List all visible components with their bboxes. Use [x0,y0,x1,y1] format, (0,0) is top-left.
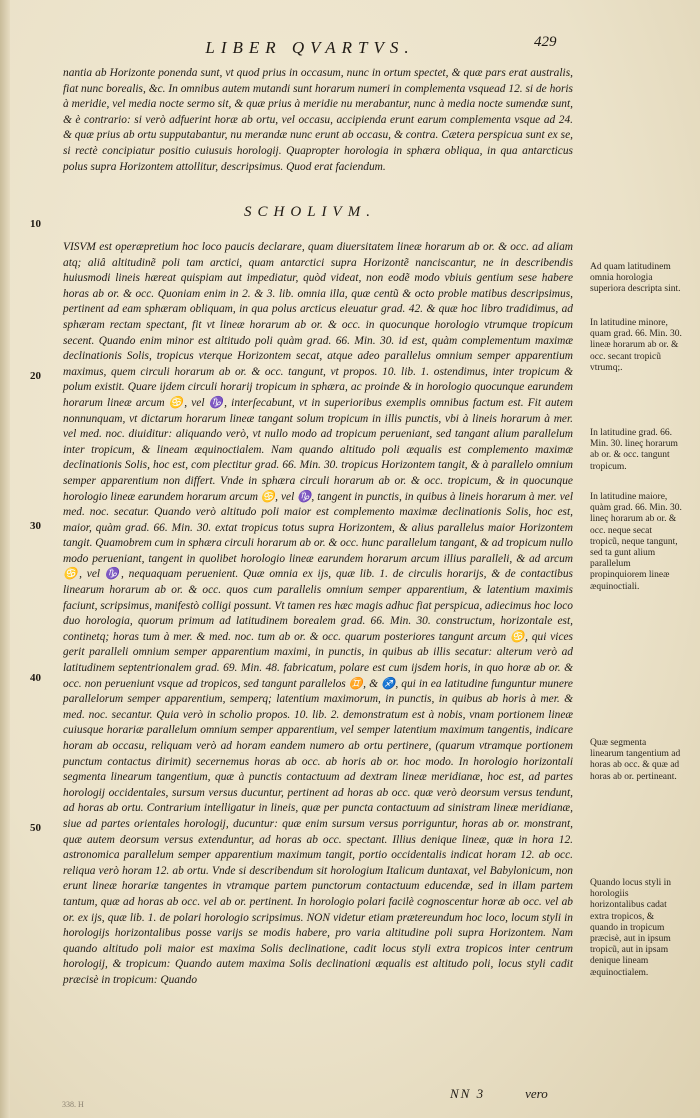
marginal-note: In latitudine maiore, quàm grad. 66. Min. 30. lineç horarum ab or. & occ. neque secat tropicũ, neque tangunt, sed ta gunt alium parallelum propinquiorem lineæ æquinoctiali. [590,492,682,592]
marginal-note: Ad quam latitudinem omnia horologia superiora descripta sint. [590,262,681,295]
signature-mark: NN 3 [450,1086,486,1101]
catchword: vero [525,1086,548,1101]
marginal-note: Quæ segmenta linearum tangentium ad horas ab occ. & quæ ad horas ab or. pertineant. [590,738,681,782]
section-heading: SCHOLIVM. [244,204,376,220]
line-number-50: 50 [30,822,41,834]
paragraph-continuation: nantia ab Horizonte ponenda sunt, vt quod prius in occasum, nunc in ortum spectet, & quæ pars erat australis, fiat nunc borealis, &c. In omnibus autem mutandi sunt horarum numeri in complementa vsquead 12. si de horis à meridie, vel media nocte sermo sit, & quæ prius à meridie nu merabantur, nunc à media nocte sumendæ sunt, & è contrario: si verò adfuerint horæ ab ortu, vel occasu, accipienda erunt earum complementa vsque ad 24. & quæ prius ab ortu supputabantur, nu merandæ nunc erunt ab occasu, & contra. Cætera perspicua sunt ex se, si rectè concipiatur positio cuiusuis horologij. Quapropter horologia in sphæra obliqua, in qua antarcticus polus supra Horizontem attollitur, descripsimus. Quod erat faciendum. [63,67,573,173]
page-gutter [0,0,10,1118]
scholium-body: VISVM est operæpretium hoc loco paucis declarare, quam diuersitatem lineæ horarum ab or. & occ. ad aliam atq; aliâ altitudinẽ poli tam arctici, quam antarctici supra Horizontẽ nanciscantur, ne in describendis huiusmodi lineis hæreat quispiam aut impediatur, quòd videat, non eodẽ modo vbiuis gentium sese habere horas ab or. & occ. Quoniam enim in 2. & 3. lib. omnia illa, quæ centũ & octo proble matibus descripsimus, pertinent ad eam sphæram obliquam, in qua polus arcticus eleuatur grad. 42. & quæ hoc libro tradidimus, ad sphæram rectam spectant, fit vt lineæ horarum ab or. & occ. in quocunque horologio vtrumque tropicum secent. Quando enim minor est altitudo poli quàm grad. 66. Min. 30. id est, quàm complementum maximæ declinationis Solis, tropicus vterque Horizontem secat, atque adeo parallelus omnium semper apparentium maximus, quem circuli horarum ab or. & occ. tangunt, vt propos. 10. lib. 1. ostendimus, inter tropicum & polum existit. Quare ijdem circuli horarij tropicum in sphæra, ac proinde & in horologio quocunque earundem horarum lineæ arcum ♋, vel ♑, interſecabunt, vt in superioribus exemplis omnibus factum est. Fit autem nonnunquam, vt dictarum horarum lineæ tangant solum tropicum in illis punctis, vbi à lineis horarum à mer. vel med. noc. diuiditur: aliquando verò, vt nullo modo ad tropicum perueniant, sed tangant alium parallelum inter tropicum, & lineam æquinoctialem. Nam quando altitudo poli æqualis est complemento maximæ declinationis Solis, hoc est, com plectitur grad. 66. Min. 30. tropicus Horizontem tangit, & à parallelo omnium semper apparentium non differt. Vnde in sphæra circuli horarum ab or. & occ. tropicum, & in quocunque horologio lineæ earundem horarum arcum ♋, vel ♑, tangent in punctis, in quibus à lineis horarum à mer. vel med. noc. secatur. Quando verò altitudo poli maior est complemento maximæ declinationis Solis, hoc est, maior, quàm grad. 66. Min. 30. extat tropicus totus supra Horizontem, & alius parallelus maior Horizontem tangit. Quamobrem cum in sphæra circuli horarum ab or. & occ. hunc parallelum tangant, & ad tropicum nullo modo perueniant, tangent in quolibet horologio lineæ earundem horarum arcum illius paralleli, & ad arcum ♋, vel ♑, nequaquam peruenient. Quæ omnia ex ijs, quæ lib. 1. de circulis horarijs, & de contactibus linearum horarum ab or. & occ. quos cum parallelis omnium semper apparentium, & latentium maximis faciunt, scripsimus, manifestò colligi possunt. Vt tamen res hæc magis adhuc fiat perspicua, adiecimus hoc loco duo horologia, quorum primum ad latitudinem borealem grad. 66. Min. 30. constructum, horizontale est, continetq; horas tum à mer. & med. noc. tum ab or. & occ. quarum posteriores tangunt arcum ♋, qui vices gerit paralleli omnium semper apparentium maximi, in punctis, in quibus ab illis secatur: alterum verò ad latitudinem septentrionalem grad. 69. Min. 48. fabricatum, polare est cum ijsdem horis, in quo horæ ab or. & occ. non perueniunt vsque ad tropicos, sed tangunt parallelos ♊, & ♐, qui in ea latitudine funguntur munere parallelorum semper apparentium, semperq; latentium maximorum, in punctis, in quibus ab horis à mer. & med. noc. secantur. Quia verò in scholio propos. 10. lib. 2. demonstratum est à nobis, vnam portionem lineæ cuiusque horariæ parallelum omnium semper apparentium, vel semper latentium maximum tangentis, indicare horam ab occasu, reliquam verò ad horam eandem numero ab ortu pertinere, (quarum vtramque portionem punctum contactus dirimit) secernemus horas ab occ. ab horis ab or. hoc modo. In horologio horizontali segmenta linearum tangentium, quæ à punctis contactuum ad dextram lineæ meridianæ, hoc est, ad partes horologij occidentales, sursum versus ducuntur, pertinent ad horas ab occ. quæ verò deorsum versus tendunt, ad horas ab ortu. Contrarium intelligatur in lineis, quæ per puncta contactuum ad sinistram lineæ meridianæ, siue ad partes orientales horologij, ducuntur: quæ enim sursum versus porriguntur, horas ab or. monstrant, quæ autem deorsum versus extenduntur, ad horas ab occ. spectant. Illius denique lineæ, quæ in hora 12. astronomica parallelum semper apparentium maximum tangit, portio occidentalis indicat horam 12. ab occ. reliqua verò horam 12. ab ortu. Vnde si describendum sit horologium Italicum duntaxat, vel Babylonicum, non erunt lineæ horariæ tangentes in vtramque partem punctorum contactuum educendæ, sed in illam partem tantum, quæ ad horas ab occ. vel ab or. pertinent. In horologio polari facilè cognoscentur horæ ab occ. vel ab or. ex ijs, quæ lib. 1. de polari horologio scripsimus. NON videtur etiam prætereundum hoc loco, locum styli in horologijs horizontalibus posse varijs se modis habere, pro varia altitudine poli supra Horizontem. Nam quando altitudo poli maior est maxima Solis declinatione, cadit locus styli extra tropicos inter centrum horologij, & tropicum: Quando autem maxima Solis declinationi æqualis est altitudo poli, locus styli cadit præcisè in tropicum: Quando [63,241,573,986]
page-number: 429 [534,34,557,50]
shelfmark: 338. H [62,1100,84,1109]
marginal-note: In latitudine grad. 66. Min. 30. lineç horarum ab or. & occ. tangunt tropicum. [590,428,678,472]
line-number-40: 40 [30,672,41,684]
marginal-note: In latitudine minore, quam grad. 66. Min. 30. lineæ horarum ab or. & occ. secant tropicũ vtrumq;. [590,318,682,373]
running-head: LIBER QVARTVS. [205,38,415,57]
line-number-10: 10 [30,218,41,230]
line-number-30: 30 [30,520,41,532]
marginal-note: Quando locus styli in horologiis horizontalibus cadat extra tropicos, & quando in tropicum præcisè, aut in ipsum tropicũ, aut in ipsam denique lineam æquinoctialem. [590,878,672,978]
line-number-20: 20 [30,370,41,382]
page-footer [450,1086,548,1102]
